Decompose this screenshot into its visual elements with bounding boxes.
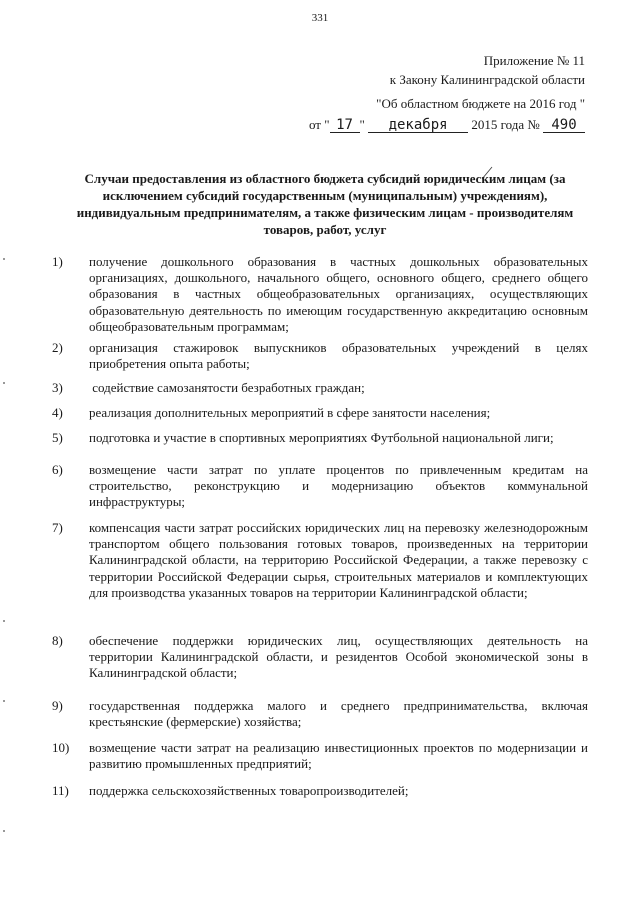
item-number: 4)	[52, 405, 63, 420]
date-year: 2015 года №	[471, 117, 540, 132]
item-number: 6)	[52, 462, 63, 477]
item-text: обеспечение поддержки юридических лиц, осуществляющих деятельность на территории Калининградской области, и резидентов Особой экономической зоны в Калининградской области;	[89, 633, 588, 681]
item-number: 7)	[52, 520, 63, 535]
item-number: 8)	[52, 633, 63, 648]
law-number: 490	[543, 118, 585, 133]
item-number: 10)	[52, 740, 70, 755]
list-item	[52, 520, 588, 601]
date-day: 17	[330, 118, 360, 133]
item-text: возмещение части затрат по уплате процентов по привлеченным кредитам на строительство, реконструкцию и модернизацию объектов коммунальной инфраструктуры;	[89, 462, 588, 510]
list-item	[52, 783, 588, 799]
appendix-date-line	[255, 117, 585, 133]
list-item	[52, 254, 588, 335]
appendix-law-title: "Об областном бюджете на 2016 год "	[376, 96, 585, 111]
appendix-law: к Закону Калининградской области	[389, 72, 585, 87]
item-text: государственная поддержка малого и среднего предпринимательства, включая крестьянские (фермерские) хозяйства;	[89, 698, 588, 730]
item-text: получение дошкольного образования в частных дошкольных образовательных организациях, дошкольного, начального общего, основного общего, среднего общего образования в частных общеобразовательных организациях, осуществляющих образовательную деятельность по имеющим государственную аккредитацию основным общеобразовательным программам;	[89, 254, 588, 334]
item-text: реализация дополнительных мероприятий в сфере занятости населения;	[89, 405, 491, 420]
document-title: Случаи предоставления из областного бюджета субсидий юридическим лицам (за исключением субсидий государственным (муниципальным) учреждениям), индивидуальным предпринимателям, а также физическим лицам - производителям товаров, работ, услуг	[76, 171, 574, 237]
list-item	[52, 698, 588, 730]
date-prefix: от "	[308, 117, 330, 132]
item-number: 3)	[52, 380, 63, 395]
list-item	[52, 405, 588, 421]
list-item	[52, 740, 588, 772]
item-text: подготовка и участие в спортивных мероприятиях Футбольной национальной лиги;	[89, 430, 554, 445]
page-number: 331	[311, 12, 329, 24]
item-text: поддержка сельскохозяйственных товаропроизводителей;	[89, 783, 409, 798]
scan-speck	[3, 258, 5, 260]
scan-speck	[3, 382, 5, 384]
list-item	[52, 633, 588, 682]
item-number: 9)	[52, 698, 63, 713]
scan-speck	[3, 700, 5, 702]
item-number: 11)	[52, 783, 69, 798]
item-text: организация стажировок выпускников образовательных учреждений в целях приобретения опыта работы;	[89, 340, 588, 372]
date-quote: "	[359, 117, 365, 132]
list-item	[52, 430, 588, 446]
scan-speck	[3, 830, 5, 832]
date-month: декабря	[368, 118, 468, 133]
list-item	[52, 380, 588, 396]
item-number: 2)	[52, 340, 63, 355]
appendix-number: Приложение № 11	[483, 53, 585, 68]
item-number: 5)	[52, 430, 63, 445]
list-item	[52, 462, 588, 511]
item-text: возмещение части затрат на реализацию инвестиционных проектов по модернизации и развитию промышленных предприятий;	[89, 740, 588, 772]
list-item	[52, 340, 588, 372]
item-text: содействие самозанятости безработных граждан;	[89, 380, 365, 395]
scan-speck	[3, 620, 5, 622]
item-text: компенсация части затрат российских юридических лиц на перевозку железнодорожным транспортом общего пользования готовых товаров, произведенных на территории Калининградской области, на территорию Российской Федерации, а также перевозку с территории Российской Федерации сырья, строительных материалов и комплектующих для производства указанных товаров на территории Калининградской области;	[89, 520, 588, 600]
item-number: 1)	[52, 254, 63, 269]
